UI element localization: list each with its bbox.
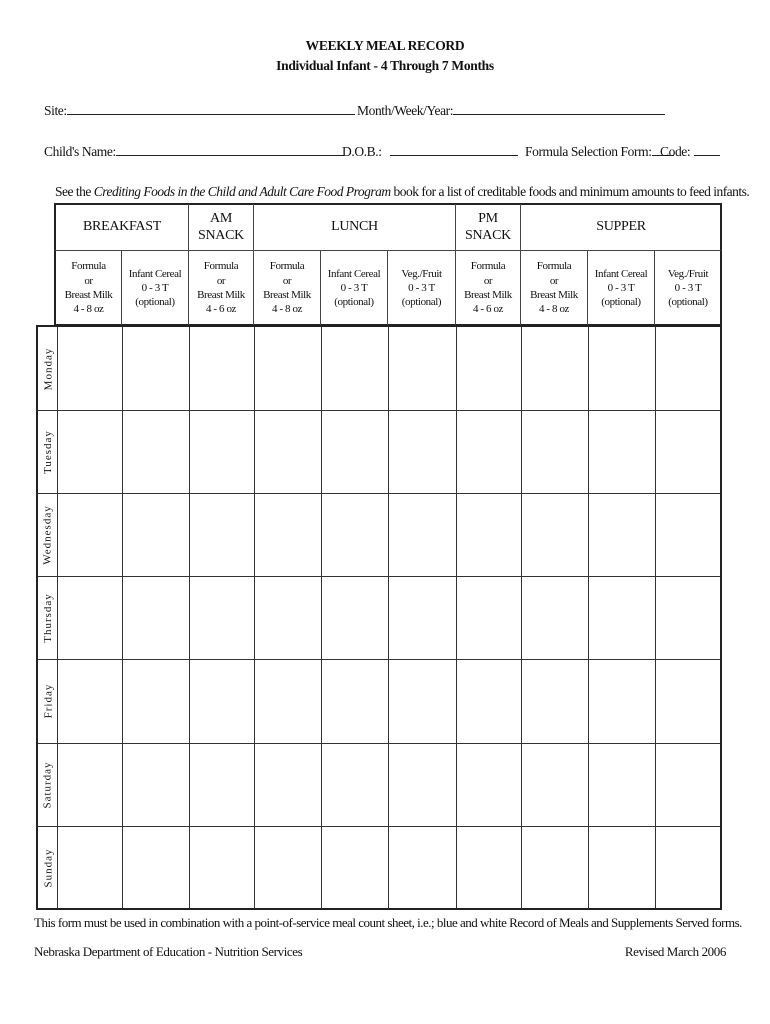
day-label-monday [38,327,58,410]
entry-cell-friday[interactable] [457,660,521,742]
department-name: Nebraska Department of Education - Nutrition Services [34,944,303,959]
dob-input-line[interactable] [390,143,518,156]
col-text: Formula [203,260,239,273]
entry-cell-saturday[interactable] [255,744,321,826]
supper-cereal-header [588,251,654,325]
site-input-line[interactable] [67,102,355,115]
entry-cell-friday[interactable] [123,660,189,742]
revision-date: Revised March 2006 [624,944,726,959]
entry-cell-tuesday[interactable] [589,411,655,493]
dob-field[interactable] [342,143,518,160]
entry-cell-friday[interactable] [656,660,720,742]
entry-cell-tuesday[interactable] [123,411,189,493]
lunch-header: LUNCH [331,219,378,235]
child-name-input-line[interactable] [116,143,344,156]
meal-entry-grid [36,325,722,910]
breakfast-formula-header [56,251,121,325]
pm-snack-label-line1: PM [478,210,498,226]
entry-cell-sunday[interactable] [457,827,521,909]
supper-formula-header [521,251,587,325]
entry-cell-wednesday[interactable] [457,494,521,576]
col-text: Infant Cereal [594,267,648,280]
col-text: (optional) [135,296,175,309]
entry-cell-thursday[interactable] [58,577,122,659]
col-text: Breast Milk [64,289,113,301]
pm-snack-header [456,205,520,250]
month-week-year-field[interactable] [357,102,665,119]
entry-cell-sunday[interactable] [389,827,456,909]
col-text: 0 - 3 T [607,281,635,294]
breakfast-cereal-header [122,251,188,325]
col-text: 4 - 6 oz [472,303,504,316]
entry-cell-sunday[interactable] [255,827,321,909]
entry-cell-saturday[interactable] [522,744,588,826]
col-text: Breast Milk [530,289,578,301]
entry-cell-thursday[interactable] [389,577,456,659]
site-label: Site: [44,103,67,118]
col-text: Formula [536,260,572,273]
entry-cell-saturday[interactable] [322,744,388,826]
entry-cell-tuesday[interactable] [58,411,122,493]
child-name-label: Child's Name: [44,144,116,159]
dob-label: D.O.B.: [342,144,382,159]
day-name: Sunday [42,848,54,887]
entry-cell-wednesday[interactable] [123,494,189,576]
entry-cell-friday[interactable] [58,660,122,742]
entry-cell-wednesday[interactable] [522,494,588,576]
entry-cell-thursday[interactable] [457,577,521,659]
am-snack-header [189,205,253,250]
col-text: Breast Milk [197,289,245,301]
instructions-text [55,184,749,200]
entry-cell-friday[interactable] [322,660,388,742]
code-label: Code: [660,144,691,159]
entry-cell-tuesday[interactable] [322,411,388,493]
entry-cell-monday[interactable] [255,328,321,410]
form-title: WEEKLY MEAL RECORD [305,38,465,53]
entry-cell-saturday[interactable] [656,744,720,826]
col-text: or [84,274,93,287]
supper-veg-fruit-header [655,251,721,325]
entry-cell-sunday[interactable] [322,827,388,909]
entry-cell-monday[interactable] [190,328,254,410]
entry-cell-monday[interactable] [589,328,655,410]
month-week-year-label: Month/Week/Year: [357,103,454,118]
day-label-saturday [38,743,58,826]
day-name: Friday [42,683,55,718]
entry-cell-saturday[interactable] [123,744,189,826]
entry-cell-monday[interactable] [522,328,588,410]
entry-cell-monday[interactable] [457,328,521,410]
day-name: Wednesday [42,504,54,565]
entry-cell-monday[interactable] [58,328,122,410]
day-label-friday [38,659,58,742]
col-text: Veg./Fruit [667,267,709,280]
col-text: 4 - 8 oz [73,303,104,316]
site-field[interactable] [44,102,355,119]
entry-cell-monday[interactable] [389,328,456,410]
day-label-wednesday [38,493,58,576]
code-input-line[interactable] [694,143,720,156]
entry-cell-monday[interactable] [656,328,720,410]
col-text: Formula [269,260,305,273]
lunch-veg-fruit-header [388,251,455,325]
lunch-formula-header [254,251,320,325]
am-snack-formula-header [189,251,253,325]
col-text: 4 - 8 oz [271,303,303,316]
entry-cell-saturday[interactable] [589,744,655,826]
entry-cell-sunday[interactable] [190,827,254,909]
col-text: 4 - 8 oz [538,303,570,316]
entry-cell-friday[interactable] [255,660,321,742]
col-text: or [549,274,559,287]
col-text: (optional) [668,296,708,309]
entry-cell-friday[interactable] [589,660,655,742]
entry-cell-saturday[interactable] [58,744,122,826]
entry-cell-wednesday[interactable] [255,494,321,576]
entry-cell-sunday[interactable] [589,827,655,909]
am-snack-label-line2: SNACK [198,227,244,243]
entry-cell-friday[interactable] [522,660,588,742]
col-text: (optional) [401,296,442,309]
entry-cell-tuesday[interactable] [255,411,321,493]
entry-cell-tuesday[interactable] [522,411,588,493]
col-text: (optional) [601,296,641,309]
entry-cell-sunday[interactable] [58,827,122,909]
entry-cell-thursday[interactable] [522,577,588,659]
col-text: Infant Cereal [327,267,381,280]
col-text: Infant Cereal [128,267,182,280]
formula-selection-field[interactable] [525,143,674,160]
col-text: 0 - 3 T [674,281,702,294]
col-text: 0 - 3 T [408,281,435,294]
col-text: Formula [470,260,506,273]
entry-cell-wednesday[interactable] [322,494,388,576]
lunch-cereal-header [321,251,387,325]
entry-cell-wednesday[interactable] [656,494,720,576]
entry-cell-tuesday[interactable] [457,411,521,493]
entry-cell-thursday[interactable] [656,577,720,659]
month-week-year-input-line[interactable] [453,102,665,115]
entry-cell-monday[interactable] [322,328,388,410]
entry-cell-saturday[interactable] [190,744,254,826]
entry-cell-monday[interactable] [123,328,189,410]
day-name: Saturday [42,760,55,809]
pm-snack-label-line2: SNACK [465,227,511,243]
entry-cell-sunday[interactable] [522,827,588,909]
instructions-suffix: book for a list of creditable foods and minimum amounts to feed infants. [390,184,750,199]
entry-cell-wednesday[interactable] [190,494,254,576]
col-text: or [282,274,292,287]
entry-cell-sunday[interactable] [656,827,720,909]
col-text: Veg./Fruit [401,267,442,280]
entry-cell-sunday[interactable] [123,827,189,909]
instructions-prefix: See the [55,184,94,199]
code-field[interactable] [660,143,720,160]
entry-cell-thursday[interactable] [123,577,189,659]
day-name: Monday [42,347,55,390]
day-label-sunday [38,826,58,909]
col-text: Formula [71,260,106,273]
entry-cell-friday[interactable] [389,660,456,742]
col-text: 0 - 3 T [340,281,368,294]
usage-note: This form must be used in combination with a point-of-service meal count sheet, i.e.; blue and white Record of Meals and Supplements Served forms. [34,915,742,930]
entry-cell-thursday[interactable] [322,577,388,659]
col-text: 0 - 3 T [141,281,169,294]
breakfast-header: BREAKFAST [83,219,161,235]
form-subtitle: Individual Infant - 4 Through 7 Months [276,58,494,73]
entry-cell-friday[interactable] [190,660,254,742]
pm-snack-formula-header [456,251,520,325]
entry-cell-saturday[interactable] [389,744,456,826]
entry-cell-wednesday[interactable] [58,494,122,576]
entry-cell-thursday[interactable] [255,577,321,659]
entry-cell-thursday[interactable] [589,577,655,659]
col-text: (optional) [334,296,374,309]
day-label-tuesday [38,410,58,493]
col-text: or [483,274,493,287]
col-text: Breast Milk [263,289,311,301]
entry-cell-wednesday[interactable] [389,494,456,576]
entry-cell-wednesday[interactable] [589,494,655,576]
entry-cell-tuesday[interactable] [656,411,720,493]
am-snack-label-line1: AM [210,210,232,226]
day-label-thursday [38,576,58,659]
entry-cell-thursday[interactable] [190,577,254,659]
formula-selection-label: Formula Selection Form: [525,144,652,159]
entry-cell-tuesday[interactable] [389,411,456,493]
entry-cell-tuesday[interactable] [190,411,254,493]
instructions-book-title: Crediting Foods in the Child and Adult Care Food Program [93,184,391,199]
supper-header: SUPPER [596,219,646,235]
day-name: Tuesday [42,429,55,474]
day-name: Thursday [42,592,55,643]
col-text: Breast Milk [464,289,512,301]
col-text: or [216,274,226,287]
col-text: 4 - 6 oz [205,303,237,316]
entry-cell-saturday[interactable] [457,744,521,826]
child-name-field[interactable] [44,143,344,160]
